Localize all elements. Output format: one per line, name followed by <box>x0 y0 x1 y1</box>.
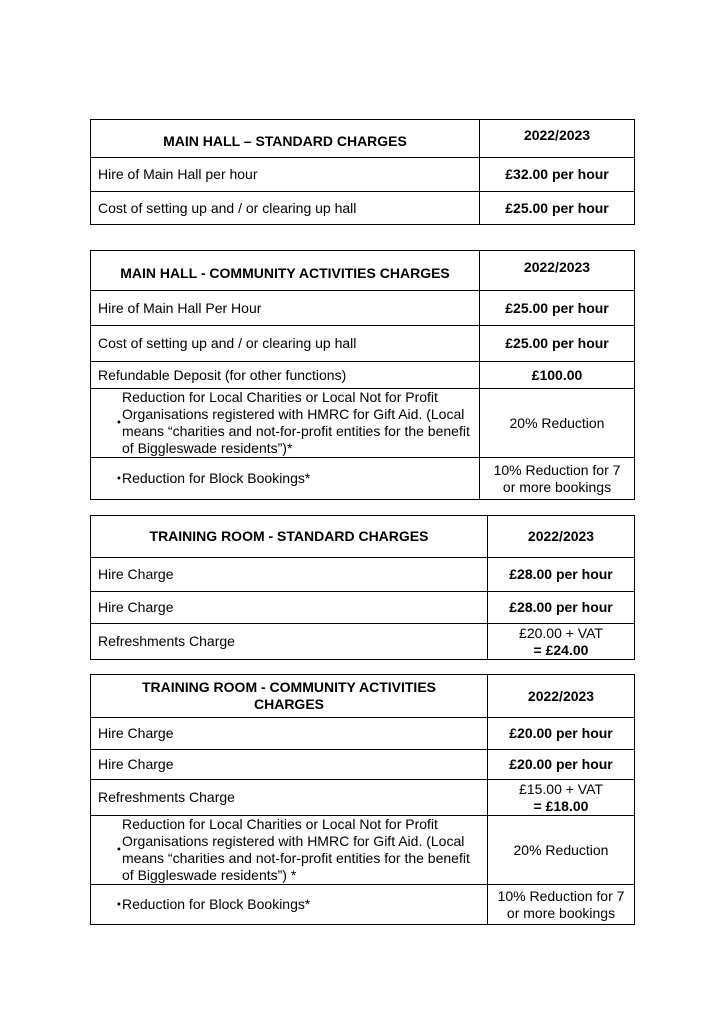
bullet-row-label <box>91 885 488 925</box>
row-label: Cost of setting up and / or clearing up hall <box>91 326 480 362</box>
year-header: 2022/2023 <box>480 120 635 158</box>
table-heading: MAIN HALL – STANDARD CHARGES <box>91 120 480 158</box>
training-room-standard-table <box>90 515 635 660</box>
row-label: Reduction for Local Charities or Local Not for Profit Organisations registered with HMRC for Gift Aid. (Local means “charities and not-for-profit entities for the benefit of Biggleswade residents”) * <box>122 816 470 883</box>
year-header: 2022/2023 <box>480 251 635 291</box>
row-price: 20% Reduction <box>480 389 635 458</box>
main-hall-community-table <box>90 250 635 500</box>
row-label: Hire Charge <box>91 750 488 780</box>
year-header: 2022/2023 <box>488 516 635 558</box>
bullet-icon: • <box>117 898 121 910</box>
row-label: Hire Charge <box>91 592 488 624</box>
bullet-icon: • <box>117 416 121 429</box>
row-label: Refreshments Charge <box>91 780 488 816</box>
table-heading: TRAINING ROOM - COMMUNITY ACTIVITIES CHARGES <box>91 675 488 718</box>
row-price: £100.00 <box>480 362 635 389</box>
row-price: £20.00 per hour <box>488 750 635 780</box>
row-label: Hire Charge <box>91 718 488 750</box>
row-label: Refundable Deposit (for other functions) <box>91 362 480 389</box>
bullet-row-label <box>91 458 480 500</box>
row-price: £25.00 per hour <box>480 291 635 326</box>
bullet-row-label <box>91 389 480 458</box>
bullet-icon: • <box>117 472 121 484</box>
row-price: 20% Reduction <box>488 816 635 885</box>
price-total: = £18.00 <box>533 797 589 814</box>
row-price: £25.00 per hour <box>480 192 635 225</box>
row-price: £28.00 per hour <box>488 592 635 624</box>
bullet-icon: • <box>117 843 121 856</box>
row-label: Refreshments Charge <box>91 624 488 660</box>
price-total: = £24.00 <box>533 641 589 658</box>
table-heading: MAIN HALL - COMMUNITY ACTIVITIES CHARGES <box>91 251 480 291</box>
main-hall-standard-table <box>90 119 635 225</box>
price-base: £20.00 + VAT <box>519 624 603 641</box>
row-label: Reduction for Local Charities or Local Not for Profit Organisations registered with HMRC for Gift Aid. (Local means “charities and not-for-profit entities for the benefit of Biggleswade residents”)* <box>122 389 470 456</box>
row-price: £32.00 per hour <box>480 158 635 192</box>
bullet-row-label <box>91 816 488 885</box>
row-price: 10% Reduction for 7 or more bookings <box>488 885 635 925</box>
row-label: Reduction for Block Bookings* <box>122 896 311 912</box>
row-label: Reduction for Block Bookings* <box>122 470 311 486</box>
row-price <box>488 780 635 816</box>
row-label: Hire of Main Hall Per Hour <box>91 291 480 326</box>
training-room-community-table <box>90 674 635 925</box>
row-label: Hire Charge <box>91 558 488 592</box>
row-label: Hire of Main Hall per hour <box>91 158 480 192</box>
row-price: £20.00 per hour <box>488 718 635 750</box>
row-label: Cost of setting up and / or clearing up hall <box>91 192 480 225</box>
table-heading: TRAINING ROOM - STANDARD CHARGES <box>91 516 488 558</box>
row-price: £28.00 per hour <box>488 558 635 592</box>
row-price: 10% Reduction for 7 or more bookings <box>480 458 635 500</box>
row-price: £25.00 per hour <box>480 326 635 362</box>
row-price <box>488 624 635 660</box>
year-header: 2022/2023 <box>488 675 635 718</box>
price-base: £15.00 + VAT <box>519 780 603 797</box>
